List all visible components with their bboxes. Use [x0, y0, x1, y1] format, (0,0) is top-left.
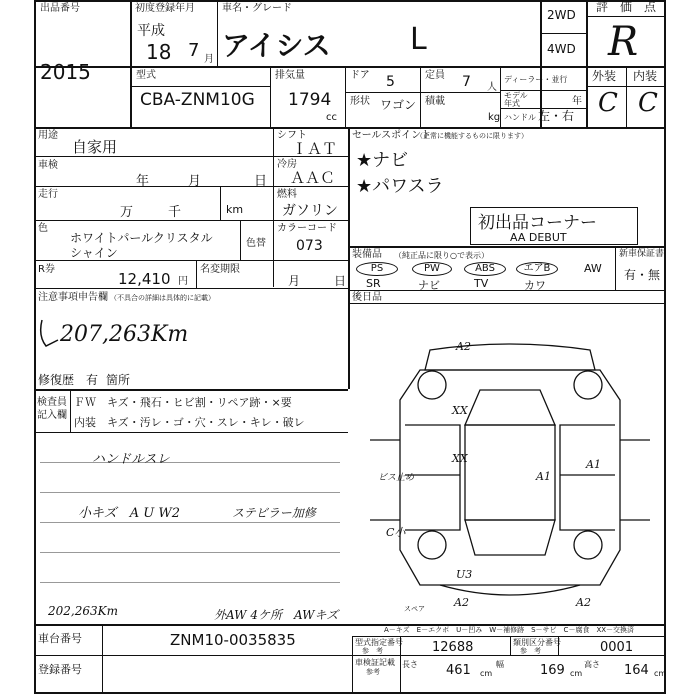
divider	[626, 66, 627, 127]
width-label: 幅	[496, 660, 504, 669]
lot-number-label: 出品番号	[40, 3, 80, 14]
left-note-c: C小	[386, 526, 406, 539]
height-value: 164	[624, 663, 649, 678]
divider	[273, 127, 274, 287]
inspector-row2: 内装 キズ・汚レ・ゴ・穴・スレ・キレ・破レ	[74, 416, 305, 429]
sales-points-label: セールスポイント	[352, 130, 432, 141]
model-code: CBA-ZNM10G	[140, 90, 255, 110]
sales-point-1: ★ナビ	[356, 150, 409, 171]
yen-unit: 円	[178, 276, 188, 287]
year-stamp: 2015	[40, 60, 91, 84]
shift: ＩＡＴ	[292, 140, 338, 158]
arrow-scribble-icon	[38, 318, 62, 358]
car-name-label: 車名・グレード	[222, 3, 292, 14]
hand-note-2: 小キズ A U W2	[78, 506, 180, 521]
divider	[420, 66, 421, 127]
reg-month: 7	[188, 40, 200, 61]
divider	[510, 636, 511, 656]
exterior-grade: C	[598, 88, 618, 118]
equip-leather: カワ	[524, 279, 546, 292]
reg-cert-sub: 参考	[366, 668, 380, 676]
debut-corner-title: 初出品コーナー	[478, 213, 597, 233]
type-cert-sub: 参 考	[362, 647, 383, 655]
class-sub: 参 考	[520, 647, 541, 655]
color-change-label: 色替	[246, 238, 266, 249]
dealer-label: ディーラー・並行	[504, 75, 568, 84]
inspection-year: 年	[136, 174, 150, 189]
wheel-front-left	[418, 371, 446, 399]
load-label: 積載	[425, 96, 445, 107]
divider	[220, 186, 221, 220]
inspection-day: 日	[254, 174, 268, 189]
interior-label: 内装	[633, 69, 658, 83]
fuel: ガソリン	[282, 203, 338, 219]
ac-label: 冷房	[277, 159, 297, 170]
divider	[196, 260, 197, 288]
divider	[34, 66, 666, 68]
mileage-unit: km	[226, 203, 244, 216]
divider	[349, 246, 666, 248]
equip-abs: ABS	[464, 262, 506, 276]
hand-note-5: 外AW 4ケ所 AWキズ	[214, 608, 339, 622]
year-unit: 年	[572, 96, 582, 107]
equip-airbag: エアB	[516, 262, 558, 276]
displacement: 1794	[288, 90, 332, 110]
wheel-rear-right	[574, 531, 602, 559]
capacity-label: 定員	[425, 70, 445, 81]
deadline-month: 月	[288, 274, 301, 288]
divider	[70, 389, 71, 432]
mark-u3: U3	[456, 568, 473, 581]
warranty-value: 有・無	[624, 268, 661, 282]
width-unit: cm	[570, 669, 583, 678]
divider	[348, 127, 350, 389]
usage: 自家用	[72, 138, 118, 156]
rear-items-label: 後日品	[352, 292, 382, 303]
recycle-amount: 12,410	[118, 270, 171, 288]
equip-navi: ナビ	[418, 279, 440, 292]
equipment-sub: （純正品に限り○で表示）	[394, 251, 489, 260]
shape-label: 形状	[350, 96, 370, 107]
divider	[349, 290, 666, 291]
car-right-doors	[560, 425, 615, 530]
divider	[345, 66, 346, 127]
deadline-day: 日	[334, 274, 347, 288]
equip-tv: TV	[474, 277, 489, 290]
class-label: 類別区分番号	[513, 638, 561, 647]
divider	[217, 0, 218, 66]
registration-label: 登録番号	[38, 663, 82, 676]
mark-xx-2: XX	[452, 452, 468, 465]
left-note-screw: ビス止め	[378, 473, 415, 483]
usage-label: 用途	[38, 130, 58, 141]
mark-a1-2: A1	[586, 458, 601, 471]
shift-label: シフト	[277, 130, 307, 141]
divider	[345, 92, 500, 93]
hand-note-1: ハンドルスレ	[92, 452, 170, 467]
inspector-row1: ＦＷ キズ・飛石・ヒビ割・リペア跡・×要	[74, 396, 292, 409]
new-warranty-label: 新車保証書	[619, 249, 665, 259]
reg-cert-label: 車検証記載	[355, 658, 395, 667]
handle-label: ハンドル	[504, 113, 536, 122]
divider	[34, 432, 348, 433]
divider	[500, 66, 501, 127]
color-code-label: カラーコード	[277, 223, 337, 234]
length-value: 461	[446, 663, 471, 678]
inspection-month: 月	[188, 174, 202, 189]
divider	[274, 220, 348, 221]
divider	[540, 33, 586, 34]
mileage-sen: 千	[168, 205, 182, 220]
divider	[349, 303, 666, 304]
sales-point-2: ★パワスラ	[356, 176, 444, 197]
chassis-number: ZNM10-0035835	[170, 631, 296, 649]
divider	[130, 0, 132, 127]
mileage-label: 走行	[38, 189, 58, 200]
model-label: 型式	[136, 70, 156, 81]
writing-line	[40, 582, 340, 583]
wheel-front-right	[574, 371, 602, 399]
car-windshield	[465, 390, 555, 425]
shape: ワゴン	[380, 98, 417, 112]
repair-suffix: 箇所	[106, 373, 131, 387]
notes-label: 注意事項申告欄	[38, 292, 108, 303]
deadline-label: 名変期限	[200, 264, 240, 275]
notes-sub: （不具合の詳細は具体的に記載）	[110, 294, 215, 302]
drive-2wd: 2WD	[547, 8, 576, 22]
divider	[586, 16, 666, 17]
divider	[102, 624, 103, 694]
equip-ps: PS	[356, 262, 398, 276]
height-unit: cm	[654, 669, 667, 678]
car-body-outline	[400, 370, 620, 585]
mark-rear-left: A2	[454, 596, 469, 609]
height-label: 高さ	[584, 660, 600, 669]
mark-xx-1: XX	[452, 404, 468, 417]
inspector-label: 検査員	[37, 397, 67, 408]
divider	[130, 86, 270, 87]
divider	[34, 655, 666, 656]
hand-note-4: 202,263Km	[48, 604, 118, 618]
length-label: 長さ	[402, 660, 418, 669]
cc-unit: cc	[326, 112, 337, 123]
fuel-label: 燃料	[277, 189, 297, 200]
notes-handwritten: 207,263Km	[60, 322, 189, 347]
wheel-rear-left	[418, 531, 446, 559]
first-reg-label: 初度登録年月	[135, 3, 195, 14]
chassis-label: 車台番号	[38, 632, 82, 645]
divider	[34, 389, 348, 391]
doors-label: ドア	[350, 70, 370, 81]
exterior-label: 外装	[592, 69, 617, 83]
type-cert-label: 型式指定番号	[355, 638, 403, 647]
divider	[34, 127, 666, 129]
capacity-unit: 人	[487, 82, 497, 93]
spare-label: スペア	[404, 605, 425, 613]
sales-points-sub: （正常に機能するものに限ります）	[416, 132, 528, 140]
mark-rear-right: A2	[576, 596, 591, 609]
writing-line	[40, 552, 340, 553]
rating-value: R	[608, 19, 639, 65]
kg-unit: kg	[488, 112, 501, 123]
capacity: 7	[462, 74, 471, 90]
reg-year: 18	[146, 40, 172, 64]
mark-a1-1: A1	[536, 470, 551, 483]
ac: ＡＡＣ	[290, 169, 336, 187]
era: 平成	[137, 23, 165, 39]
color-line1: ホワイトパールクリスタル	[70, 231, 213, 245]
car-name: アイシス	[222, 29, 331, 62]
writing-line	[40, 522, 340, 523]
color-label: 色	[38, 223, 48, 234]
model-year-label: モデル年式	[504, 91, 528, 108]
equip-sr: SR	[366, 277, 381, 290]
repair-label: 修復歴	[38, 373, 75, 387]
writing-line	[40, 492, 340, 493]
color-line2: シャイン	[70, 246, 118, 260]
length-unit: cm	[480, 669, 493, 678]
equipment-label: 装備品	[352, 249, 382, 260]
divider	[615, 246, 616, 290]
divider	[240, 220, 241, 260]
writing-line	[40, 462, 340, 463]
divider	[34, 156, 274, 157]
car-front-view	[425, 344, 595, 370]
mileage-man: 万	[120, 205, 134, 220]
car-rear-glass	[465, 520, 555, 555]
divider	[34, 186, 274, 187]
repair-value: 有	[86, 373, 99, 387]
damage-legend: A－キズ E－エクボ U－凹み W－補修跡 S－サビ C－腐食 XX－交換済	[384, 626, 635, 634]
rating-label: 評 価 点	[596, 0, 657, 14]
month-unit: 月	[204, 54, 214, 65]
car-rear-bumper	[440, 585, 580, 595]
divider	[270, 66, 271, 127]
divider	[34, 288, 348, 289]
hand-note-3: ステビラー加修	[232, 506, 316, 520]
class-number: 0001	[600, 640, 634, 655]
divider	[352, 636, 353, 694]
type-cert-number: 12688	[432, 640, 474, 655]
displacement-label: 排気量	[275, 70, 305, 81]
inspection-label: 車検	[38, 160, 58, 171]
inspector-label-2: 記入欄	[37, 410, 67, 421]
mark-front: A2	[456, 340, 471, 353]
equip-aw: AW	[584, 262, 602, 275]
doors: 5	[386, 74, 395, 90]
handle-side: 左・右	[538, 109, 575, 123]
debut-corner-sub: AA DEBUT	[510, 231, 567, 244]
divider	[34, 220, 274, 221]
divider	[586, 0, 588, 127]
color-code: 073	[296, 238, 323, 254]
recycle-label: R券	[38, 264, 55, 275]
width-value: 169	[540, 663, 565, 678]
grade: L	[410, 22, 427, 57]
interior-grade: C	[638, 88, 658, 118]
drive-4wd: 4WD	[547, 42, 576, 56]
equip-pw: PW	[412, 262, 452, 276]
